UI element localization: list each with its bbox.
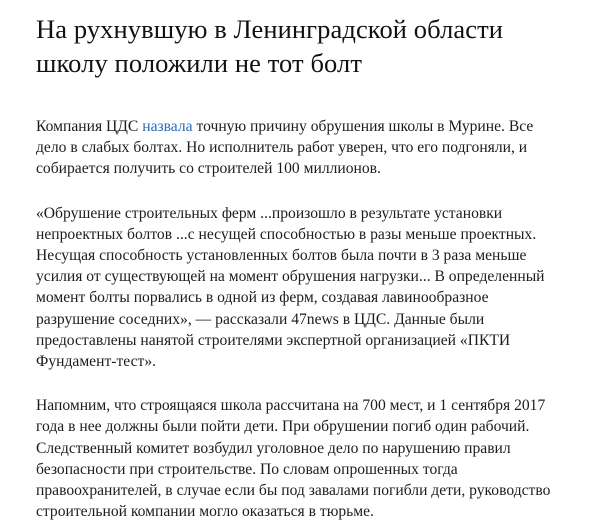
headline-line-2: школу положили не тот болт [36,48,363,78]
article [36,12,566,522]
lead-text-rest: точную причину обрушения школы в Мурине. Все дело в слабых болтах. Но исполнитель работ уверен, что его подгоняли, и собирается получить со строителей 100 миллионов. [36,118,534,178]
source-link[interactable]: назвала [142,118,193,135]
quote-paragraph: «Обрушение строительных ферм ...произошло в результате установки непроектных болтов ...с несущей способностью в разы меньше проектных. Несущая способность установленных болтов была почти в 3 раза меньше усилия от существующей на момент обрушения нагрузки... В определенный момент болты порвались в одной из ферм, создавая лавинообразное разрушение соседних», — рассказали 47news в ЦДС. Данные были предоставлены нанятой строителями экспертной организацией «ПКТИ Фундамент-тест». [36,204,545,371]
headline [36,12,566,80]
background-paragraph: Напомним, что строящаяся школа рассчитана на 700 мест, и 1 сентября 2017 года в нее должны были пойти дети. При обрушении погиб один рабочий. Следственный комитет возбудил уголовное дело по нарушению правил безопасности при строительстве. По словам опрошенных тогда правоохранителей, в случае если бы под завалами погибли дети, руководство строительной компании могло оказаться в тюрьме. [36,397,551,521]
headline-line-1: На рухнувшую в Ленинградской области [36,14,504,44]
lead-paragraph [36,116,566,180]
lead-text-start: Компания ЦДС [36,118,143,135]
